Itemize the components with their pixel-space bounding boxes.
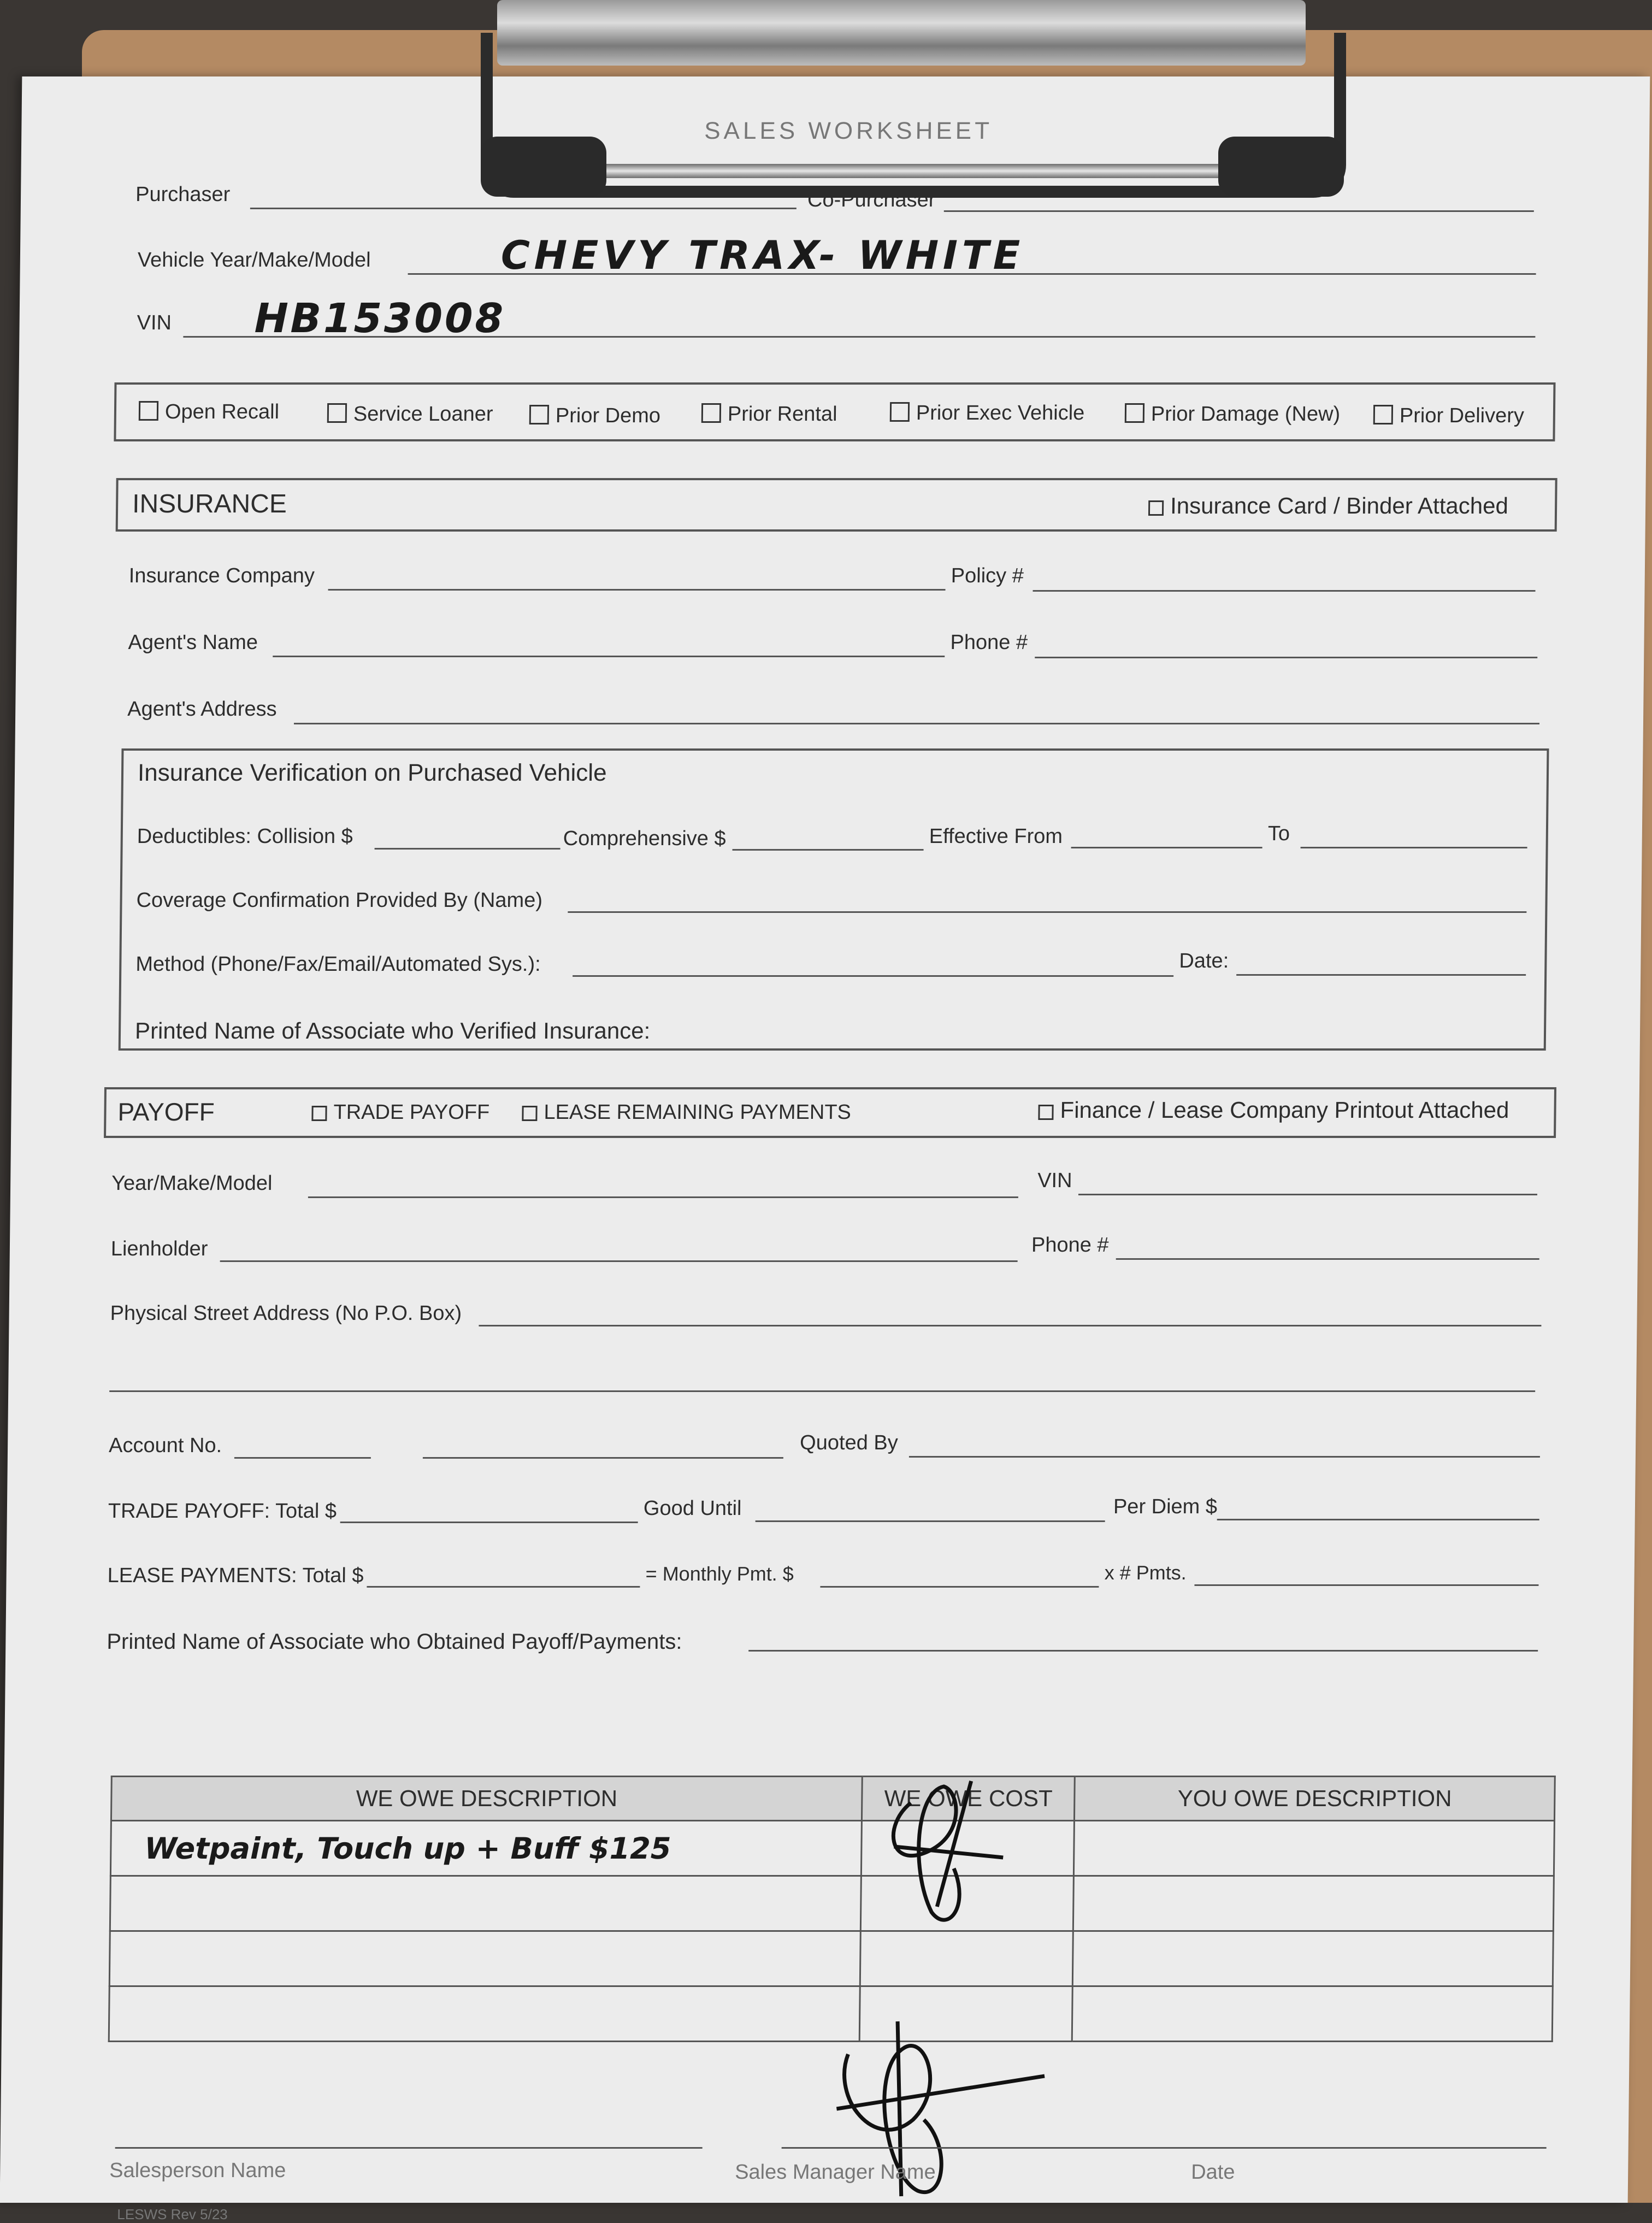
- checkbox-icon: [529, 405, 549, 424]
- you-owe-description-cell[interactable]: [1073, 1931, 1554, 1986]
- payments-count-field[interactable]: [1194, 1584, 1538, 1586]
- clipboard-clip-rod: [546, 164, 1267, 178]
- agent-name-label: Agent's Name: [128, 631, 258, 654]
- checkbox-icon: [522, 1106, 537, 1121]
- lienholder-phone-label: Phone #: [1031, 1234, 1109, 1257]
- insurance-company-field[interactable]: [328, 589, 946, 591]
- flag-prior-delivery[interactable]: Prior Delivery: [1373, 404, 1524, 428]
- payoff-vin-field[interactable]: [1078, 1194, 1537, 1195]
- effective-to-label: To: [1267, 822, 1290, 845]
- you-owe-description-cell[interactable]: [1074, 1821, 1555, 1876]
- method-date-field[interactable]: [1236, 974, 1526, 976]
- payoff-heading: PAYOFF: [117, 1098, 215, 1126]
- method-date-label: Date:: [1179, 950, 1229, 972]
- lienholder-field[interactable]: [220, 1260, 1018, 1262]
- header-we-owe-cost: WE OWE COST: [862, 1777, 1075, 1821]
- we-owe-description-cell[interactable]: [109, 1931, 860, 1986]
- lienholder-address-label: Physical Street Address (No P.O. Box): [110, 1302, 462, 1325]
- coverage-field[interactable]: [568, 911, 1526, 913]
- flag-prior-demo[interactable]: Prior Demo: [529, 404, 661, 428]
- effective-from-field[interactable]: [1071, 847, 1262, 848]
- table-row: [110, 1876, 1554, 1931]
- sales-worksheet-form: [0, 76, 1650, 2222]
- trade-payoff-total-label: TRADE PAYOFF: Total $: [108, 1500, 337, 1523]
- we-owe-cost-cell[interactable]: [860, 1931, 1073, 1986]
- good-until-field[interactable]: [756, 1520, 1105, 1522]
- vehicle-label: Vehicle Year/Make/Model: [137, 249, 371, 272]
- effective-to-field[interactable]: [1301, 847, 1527, 848]
- salesperson-name-label: Salesperson Name: [109, 2159, 286, 2182]
- flag-prior-rental[interactable]: Prior Rental: [701, 403, 837, 426]
- flag-open-recall[interactable]: Open Recall: [139, 400, 280, 424]
- payoff-ymm-field[interactable]: [308, 1196, 1018, 1198]
- monthly-payment-label: = Monthly Pmt. $: [645, 1562, 794, 1585]
- flag-prior-damage[interactable]: Prior Damage (New): [1125, 403, 1341, 426]
- purchaser-field[interactable]: [250, 208, 796, 209]
- flag-prior-exec-vehicle[interactable]: Prior Exec Vehicle: [890, 402, 1085, 425]
- vin-label: VIN: [137, 311, 172, 334]
- you-owe-description-cell[interactable]: [1072, 1986, 1553, 2042]
- header-you-owe-description: YOU OWE DESCRIPTION: [1075, 1777, 1555, 1821]
- lease-remaining-option[interactable]: LEASE REMAINING PAYMENTS: [522, 1101, 851, 1124]
- collision-field[interactable]: [375, 848, 560, 850]
- purchaser-label: Purchaser: [135, 183, 231, 206]
- agent-phone-field[interactable]: [1035, 657, 1537, 658]
- table-row: [109, 1931, 1553, 1986]
- effective-from-label: Effective From: [929, 825, 1063, 848]
- verifier-name-label: Printed Name of Associate who Verified Insurance:: [134, 1018, 651, 1043]
- salesperson-signature-line[interactable]: [115, 2147, 703, 2149]
- payoff-vin-label: VIN: [1037, 1169, 1072, 1192]
- trade-payoff-total-field[interactable]: [340, 1522, 638, 1523]
- comprehensive-field[interactable]: [733, 849, 924, 851]
- checkbox-icon: [1148, 500, 1164, 516]
- form-code: LESWS Rev 5/23: [117, 2206, 228, 2222]
- initials-signature: [877, 1770, 1020, 1934]
- agent-address-field[interactable]: [294, 723, 1539, 724]
- checkbox-icon: [1125, 403, 1144, 423]
- checkbox-icon: [311, 1106, 327, 1121]
- clipboard-clip-end-right: [1218, 137, 1344, 197]
- sales-manager-name-label: Sales Manager Name: [734, 2161, 936, 2184]
- co-purchaser-field[interactable]: [944, 210, 1534, 212]
- agent-phone-label: Phone #: [950, 631, 1028, 654]
- coverage-label: Coverage Confirmation Provided By (Name): [136, 889, 543, 912]
- account-field[interactable]: [234, 1457, 371, 1459]
- lienholder-label: Lienholder: [110, 1237, 208, 1260]
- checkbox-icon: [1373, 405, 1393, 424]
- checkbox-icon: [890, 402, 910, 422]
- lienholder-phone-field[interactable]: [1116, 1258, 1539, 1260]
- lienholder-address-field[interactable]: [479, 1325, 1541, 1326]
- verification-heading: Insurance Verification on Purchased Vehicle: [137, 759, 607, 786]
- policy-label: Policy #: [951, 564, 1024, 587]
- you-owe-description-cell[interactable]: [1073, 1876, 1554, 1931]
- monthly-payment-field[interactable]: [820, 1586, 1099, 1588]
- payoff-associate-label: Printed Name of Associate who Obtained Payoff/Payments:: [107, 1630, 682, 1654]
- payoff-ymm-label: Year/Make/Model: [111, 1172, 273, 1195]
- manager-signature-line[interactable]: [782, 2147, 1547, 2149]
- collision-label: Deductibles: Collision $: [137, 825, 353, 848]
- table-header-row: [111, 1777, 1555, 1821]
- we-owe-description-cell[interactable]: Wetpaint, Touch up + Buff $125: [110, 1821, 862, 1876]
- method-label: Method (Phone/Fax/Email/Automated Sys.):: [135, 953, 541, 976]
- vehicle-handwritten-value: CHEVY TRAX- WHITE: [500, 232, 1025, 278]
- per-diem-field[interactable]: [1217, 1519, 1539, 1520]
- policy-field[interactable]: [1033, 590, 1536, 592]
- form-title: SALES WORKSHEET: [704, 117, 993, 144]
- insurance-card-attached[interactable]: Insurance Card / Binder Attached: [1148, 493, 1508, 519]
- header-we-owe-description: WE OWE DESCRIPTION: [111, 1777, 862, 1821]
- account-field-2[interactable]: [423, 1457, 783, 1459]
- checkbox-icon: [327, 403, 347, 423]
- lienholder-address-field-2[interactable]: [109, 1390, 1535, 1392]
- trade-payoff-option[interactable]: TRADE PAYOFF: [311, 1101, 489, 1124]
- quoted-by-field[interactable]: [909, 1456, 1540, 1458]
- clipboard-clip-end-left: [481, 137, 606, 197]
- good-until-label: Good Until: [643, 1497, 742, 1520]
- comprehensive-label: Comprehensive $: [563, 827, 726, 850]
- account-label: Account No.: [108, 1434, 222, 1457]
- insurance-company-label: Insurance Company: [128, 564, 315, 587]
- date-label: Date: [1190, 2161, 1235, 2184]
- checkbox-icon: [1038, 1105, 1053, 1120]
- payoff-associate-field[interactable]: [748, 1650, 1538, 1652]
- method-field[interactable]: [573, 975, 1173, 977]
- table-row: [110, 1821, 1554, 1876]
- payments-count-label: x # Pmts.: [1104, 1561, 1187, 1584]
- lease-total-label: LEASE PAYMENTS: Total $: [107, 1564, 364, 1587]
- checkbox-icon: [139, 401, 158, 421]
- agent-address-label: Agent's Address: [127, 698, 277, 721]
- quoted-by-label: Quoted By: [799, 1431, 898, 1454]
- we-owe-description-cell[interactable]: [110, 1876, 861, 1931]
- insurance-heading: INSURANCE: [132, 490, 287, 518]
- lease-total-field[interactable]: [367, 1586, 640, 1588]
- agent-name-field[interactable]: [273, 656, 945, 657]
- per-diem-label: Per Diem $: [1113, 1495, 1218, 1518]
- we-owe-table: [108, 1776, 1556, 2042]
- flag-service-loaner[interactable]: Service Loaner: [327, 403, 493, 426]
- co-purchaser-label: Co-Purchaser: [807, 188, 936, 211]
- finance-printout-attached[interactable]: Finance / Lease Company Printout Attached: [1038, 1097, 1509, 1123]
- checkbox-icon: [701, 403, 721, 423]
- vin-handwritten-value: HB153008: [254, 295, 506, 342]
- we-owe-description-cell[interactable]: [109, 1986, 860, 2042]
